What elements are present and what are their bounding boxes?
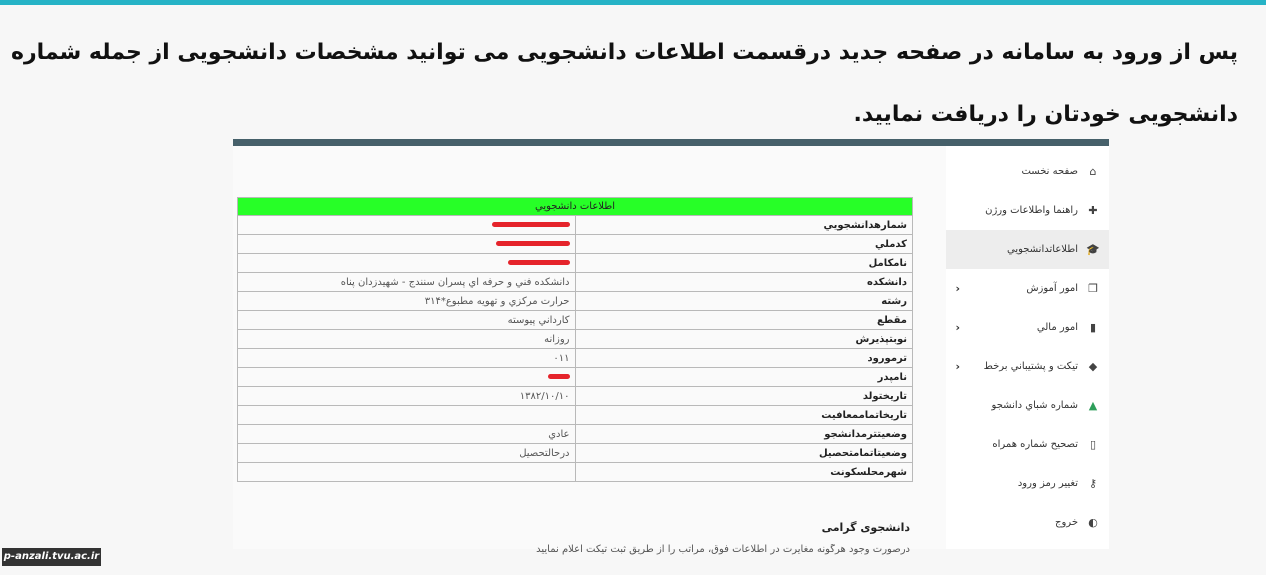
student-info-table xyxy=(237,197,913,482)
row-label-graduation-status: وضعيتاتمامتحصيل xyxy=(575,444,913,463)
sidebar-item-label: امور آموزش xyxy=(1026,283,1078,294)
table-row xyxy=(238,311,913,330)
row-value-entry-term: ۰۱۱ xyxy=(238,349,576,368)
sidebar-item-label: شماره شباي دانشجو xyxy=(991,400,1078,411)
sidebar-item-label: اطلاعاتدانشجويي xyxy=(1007,244,1078,255)
redaction-mark xyxy=(496,241,570,246)
row-value-admission-shift: روزانه xyxy=(238,330,576,349)
row-value-full-name xyxy=(238,254,576,273)
row-label-residence-city: شهرمحلسکونت xyxy=(575,463,913,482)
mobile-icon: ▯ xyxy=(1089,438,1097,451)
redaction-mark xyxy=(548,374,570,379)
sidebar-item-guide[interactable] xyxy=(946,191,1109,230)
row-value-graduation-status: درحالتحصيل xyxy=(238,444,576,463)
top-accent-bar xyxy=(0,0,1266,5)
sidebar-item-sheba-number[interactable] xyxy=(946,386,1109,425)
tags-icon: ◆ xyxy=(1088,360,1098,373)
table-row xyxy=(238,349,913,368)
sidebar-item-home[interactable] xyxy=(946,152,1109,191)
row-value-student-number xyxy=(238,216,576,235)
table-row xyxy=(238,216,913,235)
instruction-line-1: پس از ورود به سامانه در صفحه جدید درقسمت اطلاعات دانشجویی می توانید مشخصات دانشجویی از جمله شماره xyxy=(10,40,1238,65)
row-label-term-status: وضعيتترمدانشجو xyxy=(575,425,913,444)
sidebar-item-label: تصحيح شماره همراه xyxy=(992,439,1078,450)
row-label-degree: مقطع xyxy=(575,311,913,330)
row-value-residence-city xyxy=(238,463,576,482)
toggle-icon: ◐ xyxy=(1088,516,1098,529)
file-icon: ▮ xyxy=(1089,321,1097,334)
notice-text: درصورت وجود هرگونه مغايرت در اطلاعات فوق، مراتب را از طريق ثبت تيکت اعلام نماييد xyxy=(536,544,910,555)
table-row xyxy=(238,330,913,349)
row-label-exemption-end-date: تاريخاتماممعافيت xyxy=(575,406,913,425)
table-row xyxy=(238,463,913,482)
instruction-line-2: دانشجویی خودتان را دریافت نمایید. xyxy=(853,102,1238,127)
row-value-major: حرارت مرکزي و تهويه مطبوع*۳۱۴ xyxy=(238,292,576,311)
sidebar-item-finance[interactable] xyxy=(946,308,1109,347)
sidebar-item-logout[interactable] xyxy=(946,503,1109,542)
portal-screenshot xyxy=(233,139,1109,555)
chevron-left-icon[interactable]: ‹ xyxy=(955,321,960,334)
row-value-degree: کارداني پيوسته xyxy=(238,311,576,330)
row-value-birth-date: ۱۳۸۲/۱۰/۱۰ xyxy=(238,387,576,406)
sidebar-item-student-info[interactable] xyxy=(946,230,1109,269)
row-label-entry-term: ترمورود xyxy=(575,349,913,368)
sidebar-item-label: امور مالي xyxy=(1036,322,1078,333)
table-row xyxy=(238,235,913,254)
row-value-national-code xyxy=(238,235,576,254)
table-row xyxy=(238,273,913,292)
site-watermark: p-anzali.tvu.ac.ir xyxy=(2,548,101,566)
sidebar-item-change-password[interactable] xyxy=(946,464,1109,503)
main-content xyxy=(233,146,946,555)
puzzle-icon: ✚ xyxy=(1088,204,1098,217)
sidebar-item-label: خروج xyxy=(1055,517,1078,528)
row-label-admission-shift: نوبتپذيرش xyxy=(575,330,913,349)
sidebar-item-ticket-support[interactable] xyxy=(946,347,1109,386)
row-label-major: رشته xyxy=(575,292,913,311)
key-icon: ⚷ xyxy=(1088,477,1098,490)
table-row xyxy=(238,292,913,311)
copy-icon: ❐ xyxy=(1088,282,1098,295)
row-label-student-number: شمارهدانشجويي xyxy=(575,216,913,235)
row-value-faculty: دانشکده فني و حرفه اي پسران سنندج - شهيدزدان پناه xyxy=(238,273,576,292)
row-value-term-status: عادي xyxy=(238,425,576,444)
row-value-father-name xyxy=(238,368,576,387)
table-row xyxy=(238,425,913,444)
sidebar-item-label: صفحه نخست xyxy=(1021,166,1078,177)
sidebar-item-education[interactable] xyxy=(946,269,1109,308)
home-icon: ⌂ xyxy=(1089,165,1097,178)
table-row xyxy=(238,387,913,406)
table-title: اطلاعات دانشجويي xyxy=(238,198,913,216)
chevron-left-icon[interactable]: ‹ xyxy=(955,282,960,295)
sidebar-menu xyxy=(946,146,1109,549)
notice-title: دانشجوی گرامی xyxy=(821,521,910,534)
row-value-exemption-end-date xyxy=(238,406,576,425)
redaction-mark xyxy=(492,222,570,227)
row-label-father-name: نامپدر xyxy=(575,368,913,387)
row-label-full-name: نامکامل xyxy=(575,254,913,273)
redaction-mark xyxy=(508,260,570,265)
sidebar-item-mobile-correction[interactable] xyxy=(946,425,1109,464)
row-label-birth-date: تاريختولد xyxy=(575,387,913,406)
row-label-faculty: دانشکده xyxy=(575,273,913,292)
sidebar-item-label: تيکت و پشتيباني برخط xyxy=(983,361,1078,372)
table-row xyxy=(238,444,913,463)
table-row xyxy=(238,406,913,425)
row-label-national-code: کدملي xyxy=(575,235,913,254)
sidebar-item-label: راهنما واطلاعات ورژن xyxy=(985,205,1078,216)
portal-header-bar xyxy=(233,139,1109,146)
sidebar-item-label: تغيير رمز ورود xyxy=(1017,478,1078,489)
chevron-left-icon[interactable]: ‹ xyxy=(955,360,960,373)
table-row xyxy=(238,254,913,273)
graduation-cap-icon: 🎓 xyxy=(1086,243,1100,256)
bell-icon: ▲ xyxy=(1088,399,1098,412)
table-row xyxy=(238,368,913,387)
